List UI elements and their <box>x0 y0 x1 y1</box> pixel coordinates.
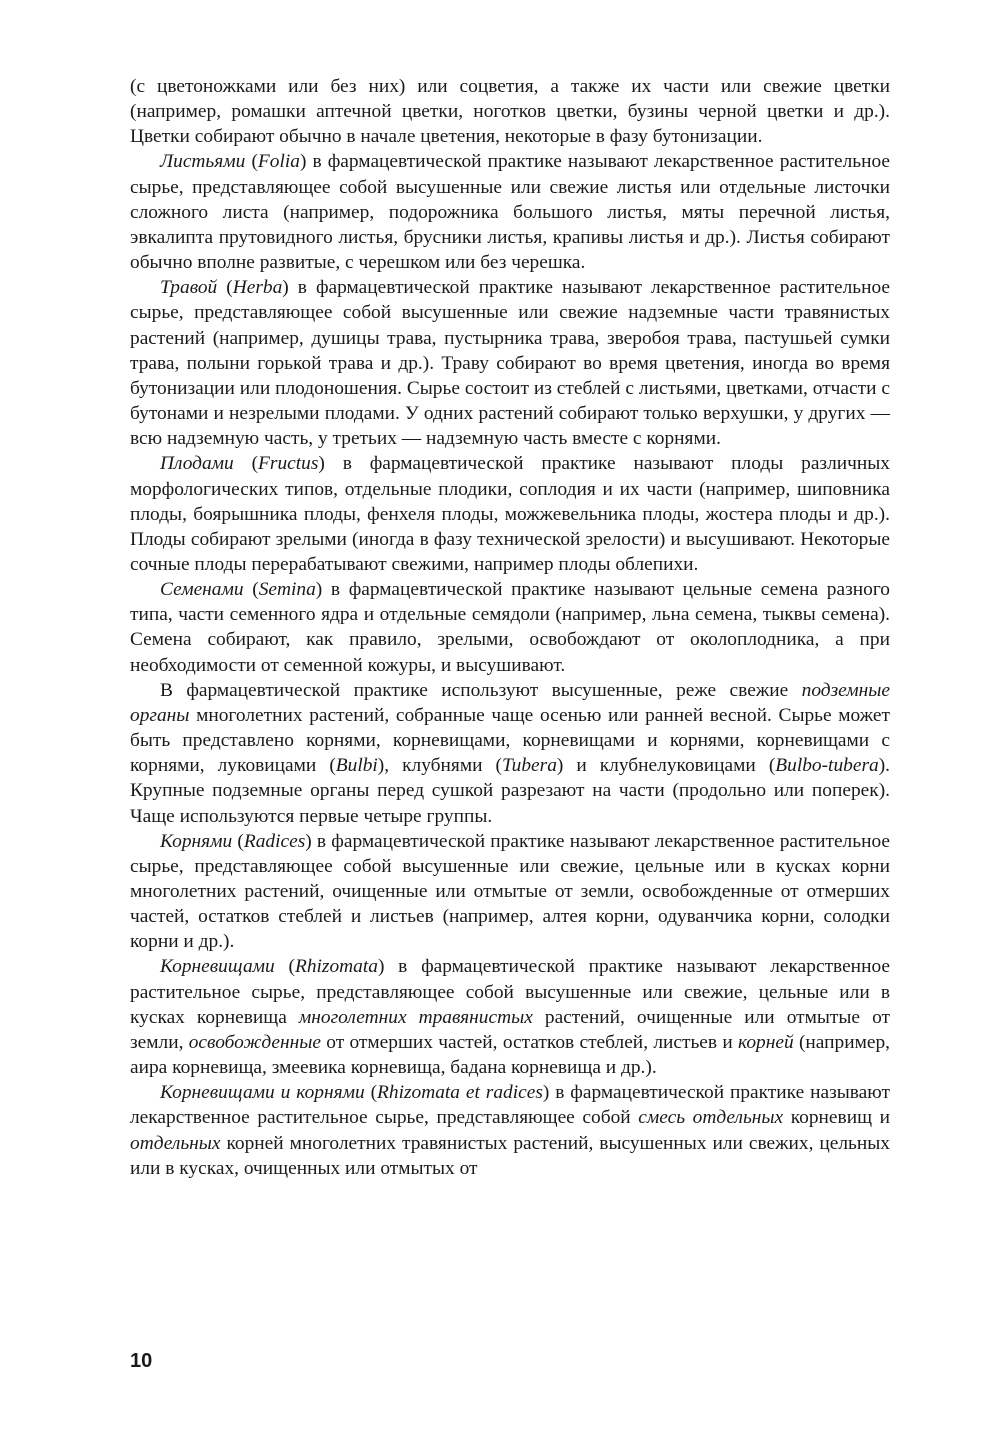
paragraph-text: ) в фармацевтической практике называют цельные семена разного типа, части семенного ядра и отдельные семядоли (например, льна семена, тыквы семена). Семена собирают, как правило, зрелыми, освобождают от околоплодника, а при необходимости от семенной кожуры, и высушивают. <box>130 579 890 676</box>
emphasis-text: подземные органы <box>130 679 890 726</box>
latin-term: Tubera <box>501 755 557 777</box>
paragraph <box>130 829 890 955</box>
paragraph-text: растений, очищенные или отмытые от земли, <box>130 1006 890 1053</box>
paragraph-text: корней многолетних травянистых растений, высушенных или свежих, цельных или в кусках, очищенных или отмытых от <box>130 1132 890 1179</box>
paragraph-text: ), клубнями ( <box>377 755 502 777</box>
latin-term: Radices <box>243 830 306 852</box>
paragraph-list <box>130 74 890 1181</box>
paragraph-text: ( <box>232 830 244 852</box>
latin-term: Rhizomata <box>294 956 378 978</box>
latin-term: Bulbo-tubera <box>775 755 879 777</box>
paragraph <box>130 149 890 275</box>
paragraph <box>130 74 890 149</box>
paragraph-text: ) в фармацевтической практике называют лекарственное растительное сырье, представляющее собой <box>130 1082 890 1129</box>
term-heading: Корневищами и корнями <box>160 1082 365 1104</box>
paragraph-text: корневищ и <box>783 1107 890 1129</box>
term-heading: Плодами <box>160 453 234 475</box>
term-heading: Семенами <box>160 579 244 601</box>
latin-term: Fructus <box>258 453 319 475</box>
paragraph-text: ( <box>364 1082 378 1104</box>
page-number: 10 <box>130 1350 153 1372</box>
paragraph-text: (например, аира корневища, змеевика корневища, бадана корневища и др.). <box>130 1031 890 1079</box>
latin-term: Semina <box>258 579 316 601</box>
latin-term: Folia <box>257 151 300 173</box>
paragraph-text: от отмерших частей, остатков стеблей, листьев и <box>321 1031 738 1053</box>
paragraph <box>130 451 890 577</box>
term-heading: Корневищами <box>160 956 275 978</box>
paragraph-text: В фармацевтической практике используют высушенные, реже свежие <box>160 679 802 701</box>
paragraph <box>130 678 890 829</box>
latin-term: Bulbi <box>335 755 378 777</box>
paragraph-text: ( <box>274 956 295 978</box>
paragraph-text: ) в фармацевтической практике называют плоды различных морфологических типов, отдельные плодики, соплодия и их части (например, шиповника плоды, боярышника плоды, фенхеля плоды, можжевельника плоды, жостера плоды и др.). Плоды собирают зрелыми (иногда в фазу технической зрелости) и высушивают. Некоторые сочные плоды перерабатывают свежими, например плоды облепихи. <box>130 453 890 575</box>
paragraph-text: ) в фармацевтической практике называют лекарственное растительное сырье, представляющее собой высушенные или свежие листья или отдельные листочки сложного листа (например, подорожника большого листья, мяты перечной листья, эвкалипта прутовидного листья, брусники листья, крапивы листья и др.). Листья собирают обычно вполне развитые, с черешком или без черешка. <box>130 151 891 274</box>
term-heading: Корнями <box>160 830 233 852</box>
emphasis-text: корней <box>738 1031 794 1053</box>
paragraph <box>130 954 890 1080</box>
paragraph-text: ) в фармацевтической практике называют лекарственное растительное сырье, представляющее собой высушенные или свежие, цельные или в кусках корни многолетних растений, очищенные или отмытые от земли, освобожденные от отмерших частей, остатков стеблей и листьев (например, алтея корни, одуванчика корни, солодки корни и др.). <box>130 830 890 953</box>
latin-term: Rhizomata et radices <box>377 1082 543 1104</box>
emphasis-text: смесь отдельных <box>638 1107 784 1129</box>
paragraph-text: ). Крупные подземные органы перед сушкой разрезают на части (продольно или поперек). Чаще используются первые четыре группы. <box>130 755 890 827</box>
paragraph <box>130 577 890 678</box>
paragraph-text: ) и клубнелуковицами ( <box>556 755 776 777</box>
paragraph-text: (с цветоножками или без них) или соцветия, а также их части или свежие цветки (например, ромашки аптечной цветки, ноготков цветки, бузины черной цветки и др.). Цветки собирают обычно в начале цветения, некоторые в фазу бутонизации. <box>130 76 890 148</box>
paragraph-text: ( <box>217 277 233 299</box>
term-heading: Листьями <box>160 151 246 173</box>
latin-term: Herba <box>232 277 283 299</box>
emphasis-text: отдельных <box>130 1132 221 1154</box>
paragraph-text: многолетних растений, собранные чаще осенью или ранней весной. Сырье может быть представлено корнями, корневищами, корневищами и корнями, корневищами с корнями, луковицами ( <box>130 704 890 777</box>
paragraph-text: ) в фармацевтической практике называют лекарственное растительное сырье, представляющее собой высушенные или свежие надземные части травянистых растений (например, душицы трава, пустырника трава, зверобоя трава, пастушьей сумки трава, полыни горькой трава и др.). Траву собирают во время цветения, иногда во время бутонизации или плодоношения. Сырье состоит из стеблей с листьями, цветками, отчасти с бутонами и незрелыми плодами. У одних растений собирают только верхушки, у других — всю надземную часть, у третьих — надземную часть вместе с корнями. <box>130 277 891 450</box>
paragraph-text: ( <box>233 453 259 475</box>
paragraph-text: ) в фармацевтической практике называют лекарственное растительное сырье, представляющее собой высушенные или свежие, цельные или в кусках корневища <box>130 956 890 1028</box>
emphasis-text: многолетних травянистых <box>298 1006 533 1028</box>
page-body <box>130 74 890 1181</box>
emphasis-text: освобожденные <box>188 1031 322 1053</box>
paragraph-text: ( <box>245 151 258 173</box>
paragraph <box>130 275 890 451</box>
term-heading: Травой <box>160 277 218 299</box>
paragraph-text: ( <box>243 579 259 601</box>
paragraph <box>130 1080 890 1181</box>
